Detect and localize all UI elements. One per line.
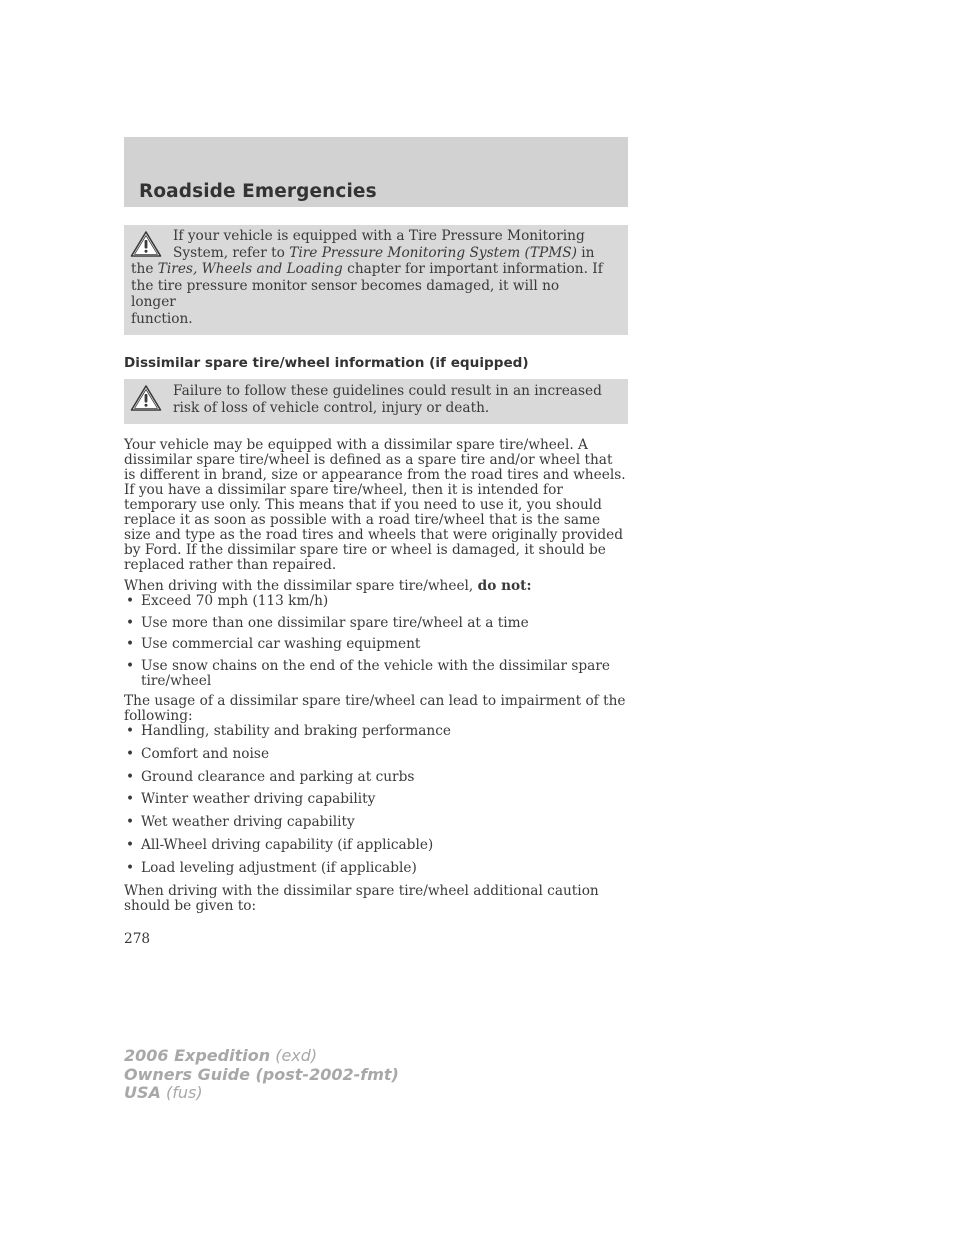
- impairment-list: [124, 724, 628, 876]
- list-item: • Use more than one dissimilar spare tire/wheel at a time: [126, 614, 529, 631]
- do-not-list: [124, 594, 628, 689]
- bullet-icon: •: [126, 723, 135, 739]
- list-item: • All-Wheel driving capability (if applicable): [126, 836, 434, 853]
- footer-line-model: 2006 Expedition (exd): [124, 1046, 318, 1065]
- list-item: • Handling, stability and braking performance: [126, 723, 452, 739]
- list-item: • Wet weather driving capability: [126, 814, 355, 831]
- do-not-emphasis: do not:: [477, 578, 532, 594]
- bullet-icon: •: [126, 636, 135, 652]
- list-item: • Use commercial car washing equipment: [126, 636, 421, 652]
- bullet-icon: •: [126, 614, 135, 631]
- bullet-icon: •: [126, 791, 135, 808]
- tpms-section-reference: Tire Pressure Monitoring System (TPMS): [289, 244, 577, 261]
- warning-triangle-icon: [130, 230, 162, 258]
- dissimilar-spare-subheading: Dissimilar spare tire/wheel information (if equipped): [124, 355, 529, 371]
- list-item: • Exceed 70 mph (113 km/h): [126, 593, 329, 609]
- page-content: [124, 137, 628, 947]
- list-item: • Use snow chains on the end of the vehicle with the dissimilar spare tire/wheel: [126, 657, 610, 689]
- page-number: 278: [124, 930, 151, 947]
- tpms-warning-box: [124, 225, 628, 335]
- bullet-icon: •: [126, 768, 135, 785]
- bullet-icon: •: [126, 745, 135, 762]
- bullet-icon: •: [126, 814, 135, 831]
- caution-intro: When driving with the dissimilar spare tire/wheel additional caution should be given to:: [124, 882, 599, 914]
- bullet-icon: •: [126, 593, 135, 609]
- document-footer: [124, 1047, 399, 1103]
- section-header: [124, 137, 628, 207]
- footer-line-market: USA (fus): [124, 1083, 203, 1102]
- dissimilar-spare-definition: Your vehicle may be equipped with a dissimilar spare tire/wheel. A dissimilar spare tire/wheel is defined as a spare tire and/or wheel that is different in brand, size or appearance from the road tires and wheels. If you have a dissimilar spare tire/wheel, then it is intended for temporary use only. This means that if you need to use it, you should replace it as soon as possible with a road tire/wheel that is the same size and type as the road tires and wheels that were originally provided by Ford. If the dissimilar spare tire or wheel is damaged, it should be replaced rather than repaired.: [124, 437, 626, 573]
- do-not-intro: When driving with the dissimilar spare tire/wheel, do not:: [124, 578, 532, 594]
- list-item: • Winter weather driving capability: [126, 791, 376, 808]
- bullet-icon: •: [126, 859, 135, 876]
- list-item: • Load leveling adjustment (if applicable): [126, 859, 417, 876]
- warning-triangle-icon: [130, 384, 162, 412]
- list-item: • Ground clearance and parking at curbs: [126, 768, 415, 785]
- footer-line-guide: Owners Guide (post-2002-fmt): [124, 1064, 399, 1084]
- tires-chapter-reference: Tires, Wheels and Loading: [157, 261, 343, 277]
- list-item: • Comfort and noise: [126, 745, 270, 762]
- impairment-intro: The usage of a dissimilar spare tire/wheel can lead to impairment of the following:: [124, 693, 626, 724]
- bullet-icon: •: [126, 657, 135, 674]
- section-title: Roadside Emergencies: [139, 181, 377, 202]
- bullet-icon: •: [126, 836, 135, 853]
- tpms-warning-text: If your vehicle is equipped with a Tire Pressure Monitoring System, refer to Tire Pressure Monitoring System (TPMS) in the Tires, Wheels and Loading chapter for important information. If the tire pressure monitor sensor becomes damaged, it will no longer function.: [131, 228, 603, 327]
- guidelines-warning-box: [124, 379, 628, 424]
- guidelines-warning-text: Failure to follow these guidelines could result in an increased risk of loss of vehicle control, injury or death.: [173, 383, 602, 416]
